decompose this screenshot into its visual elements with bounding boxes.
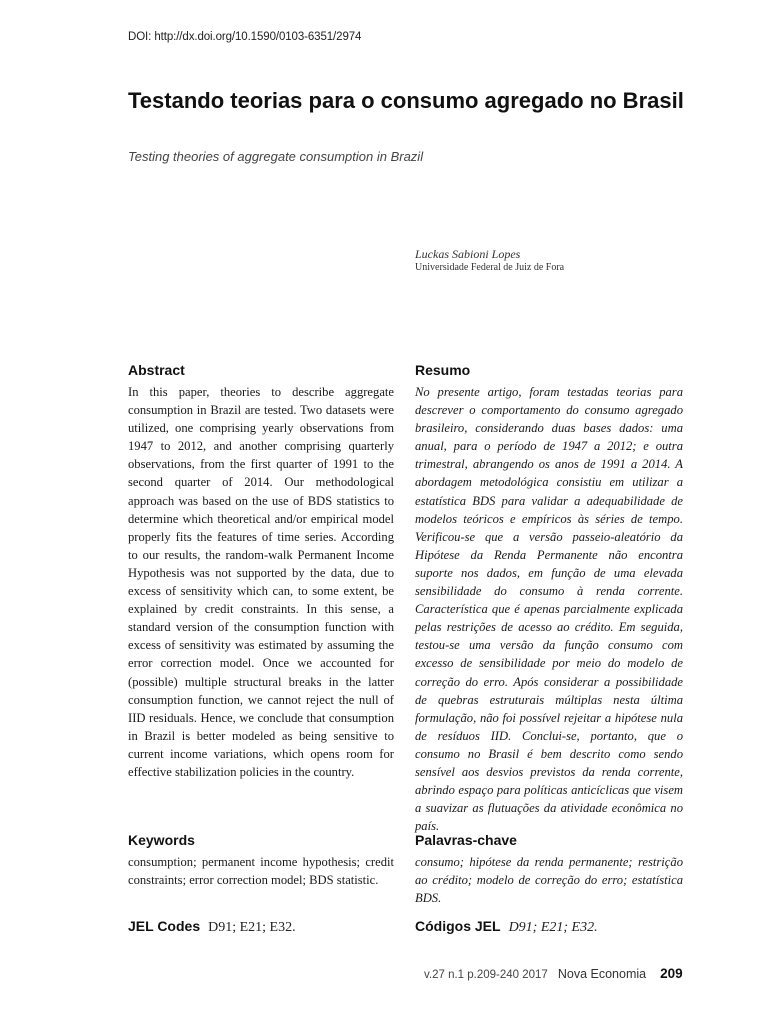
doi-link[interactable]: DOI: http://dx.doi.org/10.1590/0103-6351/2974 xyxy=(128,31,362,43)
footer-journal: Nova Economia xyxy=(557,967,647,981)
palavras-chave-text: consumo; hipótese da renda permanente; restrição ao crédito; modelo de correção do erro; estatística BDS. xyxy=(415,855,683,906)
article-title: Testando teorias para o consumo agregado no Brasil xyxy=(128,88,684,113)
article-subtitle: Testing theories of aggregate consumption in Brazil xyxy=(128,149,424,164)
page-number: 209 xyxy=(660,966,683,981)
resumo-text: No presente artigo, foram testadas teorias para descrever o comportamento do consumo agregado brasileiro, considerando duas bases dados: uma anual, para o período de 1947 a 2012; e outra trimestral, abrangendo os anos de 1991 a 2014. A abordagem metodológica consistiu em utilizar a estatística BDS para validar a adequabilidade de modelos teóricos e empíricos às séries de tempo. Verificou-se que a versão passeio-aleatório da Hipótese da Renda Permanente não encontra suporte nos dados, em função de uma elevada sensibilidade do consumo à renda corrente. Característica que é apenas parcialmente explicada pelas restrições de acesso ao crédito. Em seguida, testou-se uma versão da função consumo com excesso de sensibilidade por meio do modelo de correção do erro. Após considerar a possibilidade de quebras estruturais múltiplas nesta última formulação, não foi possível rejeitar a hipótese nula de resíduos IID. Conclui-se, portanto, que o consumo no Brasil é bem descrito como sendo sensível aos desvios previstos da renda corrente, abrindo espaço para políticas anticíclicas que visem a suavizar as flutuações da atividade econômica no país. xyxy=(415,385,683,834)
jel-codes-pt xyxy=(415,918,598,936)
page-footer xyxy=(424,966,683,981)
jel-codes-value: D91; E21; E32. xyxy=(208,920,296,935)
palavras-chave-heading: Palavras-chave xyxy=(415,832,517,848)
author-name: Luckas Sabioni Lopes xyxy=(415,247,521,261)
keywords-heading: Keywords xyxy=(128,832,195,848)
jel-codes-label: JEL Codes xyxy=(128,918,201,934)
codigos-jel-label: Códigos JEL xyxy=(415,918,501,934)
abstract-heading: Abstract xyxy=(128,362,185,378)
codigos-jel-value: D91; E21; E32. xyxy=(508,920,598,935)
jel-codes-en xyxy=(128,918,296,936)
footer-volume: v.27 n.1 p.209-240 2017 xyxy=(424,969,548,981)
abstract-text: In this paper, theories to describe aggregate consumption in Brazil are tested. Two datasets were utilized, one comprising yearly observations from 1947 to 2012, and another comprising quarterly observations, from the first quarter of 1991 to the second quarter of 2014. Our methodological approach was based on the use of BDS statistics to determine which theoretical and/or empirical model properly fits the features of time series. According to our results, the random-walk Permanent Income Hypothesis was not supported by the data, due to excess of sensitivity which can, to some extent, be explained by credit constraints. In this sense, a standard version of the consumption function with excess of sensitivity was estimated by assuming the error correction model. Once we accounted for (possible) multiple structural breaks in the latter consumption function, we cannot reject the null of IID residuals. Hence, we conclude that consumption in Brazil is better modeled as being sensitive to current income variations, which opens room for effective stabilization policies in the country. xyxy=(128,385,394,779)
keywords-text: consumption; permanent income hypothesis; credit constraints; error correction model; BDS statistic. xyxy=(128,855,394,888)
resumo-heading: Resumo xyxy=(415,362,471,378)
author-affiliation: Universidade Federal de Juiz de Fora xyxy=(415,262,565,273)
